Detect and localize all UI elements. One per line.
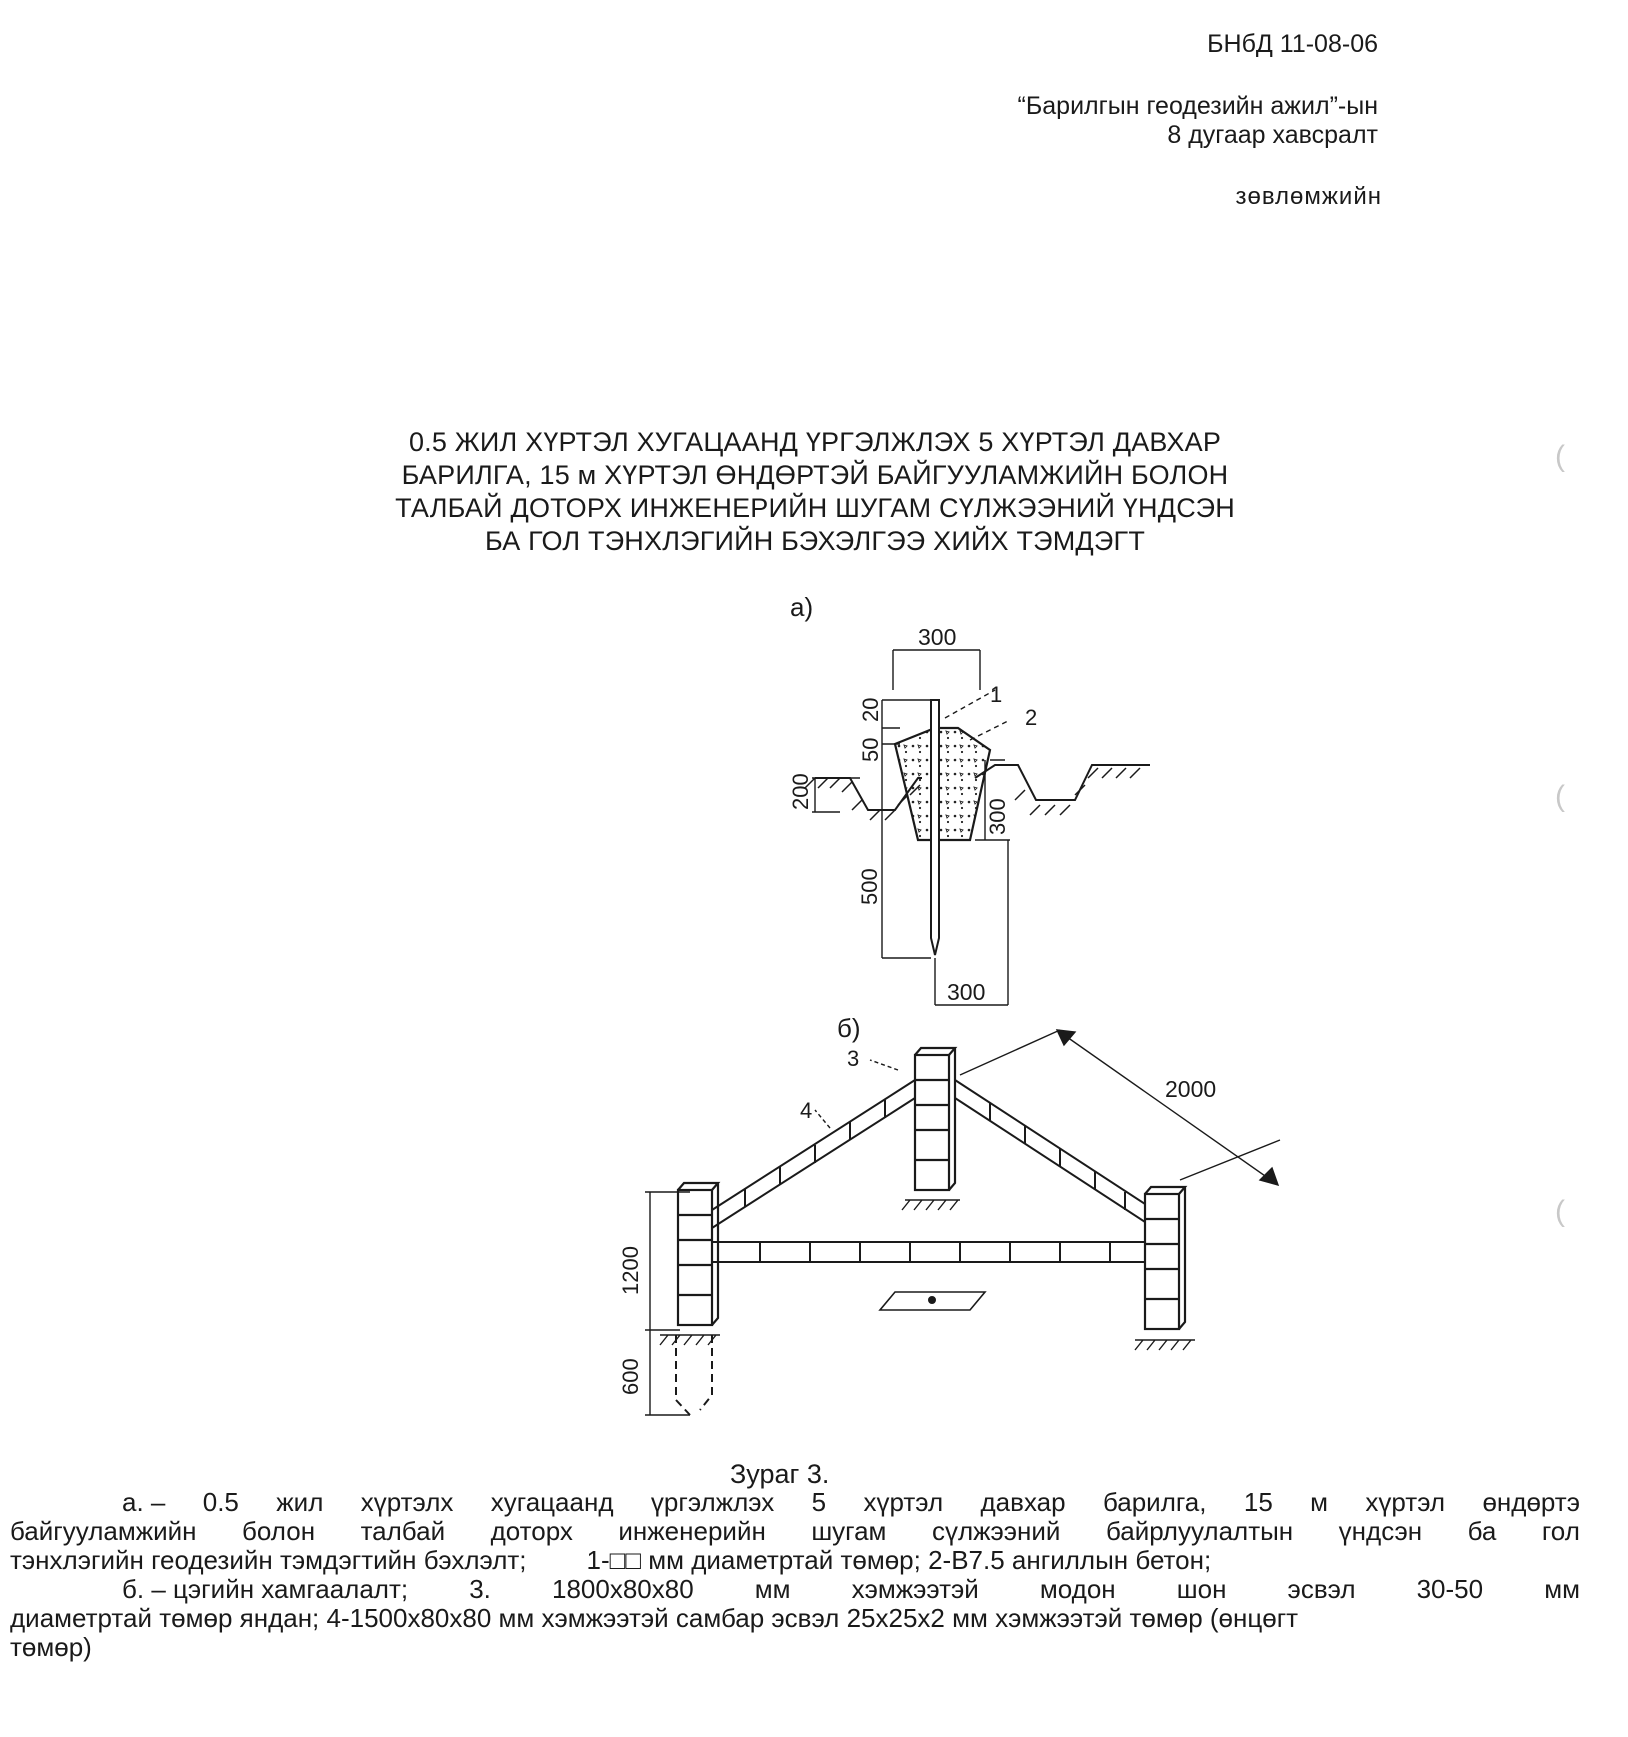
binder-hole-mark: ( bbox=[1555, 780, 1565, 813]
appendix-line-1: “Барилгын геодезийн ажил”-ын bbox=[1017, 92, 1378, 120]
figure-a-drawing bbox=[788, 624, 1150, 1005]
caption-line: б. – цэгийн хамгаалалт; 3. 1800х80х80 мм хэмжээтэй модон шон эсвэл 30-50 мм bbox=[122, 1574, 1580, 1604]
callout-1: 1 bbox=[990, 682, 1003, 707]
title-line: БАРИЛГА, 15 м ХҮРТЭЛ ӨНДӨРТЭЙ БАЙГУУЛАМЖИЙН БОЛОН bbox=[401, 460, 1229, 490]
caption-line: диаметртай төмөр яндан; 4-1500х80х80 мм хэмжээтэй самбар эсвэл 25х25х2 мм хэмжээтэй төмөр (өнцөгт bbox=[10, 1603, 1299, 1633]
dim-200: 200 bbox=[788, 773, 813, 810]
figure-b-drawing bbox=[618, 1030, 1280, 1415]
dim-50: 50 bbox=[858, 737, 883, 762]
dim-300-top: 300 bbox=[918, 624, 957, 650]
title-line: 0.5 ЖИЛ ХҮРТЭЛ ХУГАЦААНД ҮРГЭЛЖЛЭХ 5 ХҮРТЭЛ ДАВХАР bbox=[408, 427, 1222, 457]
figure-b-label: б) bbox=[837, 1013, 861, 1043]
appendix-line-2: 8 дугаар хавсралт bbox=[1167, 121, 1378, 149]
caption-line: а. – 0.5 жил хүртэлх хугацаанд үргэлжлэх 5 хүртэл давхар барилга, 15 м хүртэл өндөртэ bbox=[122, 1487, 1580, 1517]
callout-4: 4 bbox=[800, 1098, 813, 1123]
dim-1200: 1200 bbox=[618, 1246, 643, 1295]
caption-line: тэнхлэгийн геодезийн тэмдэгтийн бэхлэлт; 1-□□ мм диаметртай төмөр; 2-В7.5 ангиллын бетон; bbox=[10, 1545, 1212, 1575]
dim-2000: 2000 bbox=[1165, 1076, 1217, 1102]
figure-caption-title: Зураг 3. bbox=[730, 1459, 830, 1489]
title-line: БА ГОЛ ТЭНХЛЭГИЙН БЭХЭЛГЭЭ ХИЙХ ТЭМДЭГТ bbox=[484, 526, 1146, 556]
callout-3: 3 bbox=[847, 1046, 860, 1071]
figure-caption bbox=[10, 1488, 1580, 1662]
caption-line: төмөр) bbox=[10, 1632, 92, 1662]
dim-20: 20 bbox=[858, 697, 883, 722]
dim-300-side: 300 bbox=[985, 798, 1010, 835]
figure-a-label: а) bbox=[790, 592, 814, 622]
dim-600: 600 bbox=[618, 1358, 643, 1395]
dim-500: 500 bbox=[857, 868, 882, 905]
title-line: ТАЛБАЙ ДОТОРХ ИНЖЕНЕРИЙН ШУГАМ СҮЛЖЭЭНИЙ ҮНДСЭН bbox=[395, 493, 1235, 523]
binder-hole-mark: ( bbox=[1555, 1195, 1565, 1228]
callout-2: 2 bbox=[1025, 705, 1038, 730]
document-code: БНбД 11-08-06 bbox=[1207, 30, 1378, 58]
caption-line: байгууламжийн болон талбай доторх инженерийн шугам сүлжээний байрлуулалтын үндсэн ба гол bbox=[10, 1516, 1580, 1546]
recommendation-label: зөвлөмжийн bbox=[1235, 183, 1382, 210]
dim-300-bottom: 300 bbox=[947, 979, 986, 1005]
binder-hole-mark: ( bbox=[1555, 440, 1565, 473]
